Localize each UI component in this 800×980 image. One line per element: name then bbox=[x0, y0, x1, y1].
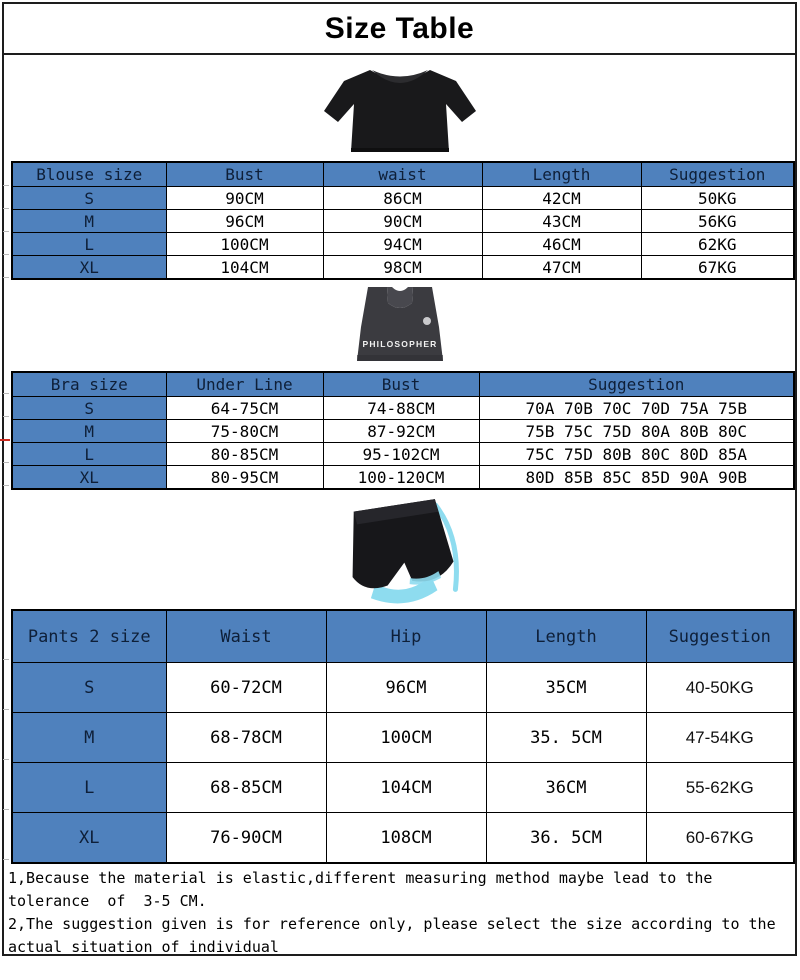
value-cell: 42CM bbox=[482, 187, 641, 210]
value-cell: 96CM bbox=[326, 663, 486, 713]
value-cell: 35CM bbox=[486, 663, 646, 713]
note-line: tolerance of 3-5 CM. bbox=[8, 892, 207, 910]
column-header: Under Line bbox=[166, 372, 323, 397]
table-row bbox=[12, 420, 794, 443]
column-header: Pants 2 size bbox=[12, 610, 166, 663]
column-header: Waist bbox=[166, 610, 326, 663]
value-cell: 75B 75C 75D 80A 80B 80C bbox=[479, 420, 794, 443]
column-header: Hip bbox=[326, 610, 486, 663]
value-cell: 60-67KG bbox=[646, 813, 794, 864]
bra-size-table bbox=[11, 371, 795, 490]
size-cell: S bbox=[12, 663, 166, 713]
value-cell: 35. 5CM bbox=[486, 713, 646, 763]
value-cell: 104CM bbox=[166, 256, 323, 280]
bra-image-band bbox=[4, 280, 795, 371]
column-header: Bust bbox=[166, 162, 323, 187]
sports-bra-image bbox=[330, 283, 470, 369]
size-cell: L bbox=[12, 763, 166, 813]
value-cell: 67KG bbox=[641, 256, 794, 280]
page-title: Size Table bbox=[324, 11, 475, 45]
size-cell: M bbox=[12, 713, 166, 763]
table-row bbox=[12, 397, 794, 420]
table-row bbox=[12, 466, 794, 490]
value-cell: 46CM bbox=[482, 233, 641, 256]
crop-tshirt-image bbox=[304, 58, 496, 158]
table-row bbox=[12, 813, 794, 864]
table-header-row bbox=[12, 610, 794, 663]
note-line: 1,Because the material is elastic,different measuring method maybe lead to the bbox=[8, 869, 713, 887]
value-cell: 80-85CM bbox=[166, 443, 323, 466]
value-cell: 60-72CM bbox=[166, 663, 326, 713]
blouse-image-band bbox=[4, 55, 795, 161]
table-row bbox=[12, 663, 794, 713]
footnotes bbox=[4, 864, 795, 959]
size-cell: M bbox=[12, 210, 166, 233]
value-cell: 55-62KG bbox=[646, 763, 794, 813]
value-cell: 47-54KG bbox=[646, 713, 794, 763]
value-cell: 62KG bbox=[641, 233, 794, 256]
value-cell: 70A 70B 70C 70D 75A 75B bbox=[479, 397, 794, 420]
column-header: Length bbox=[482, 162, 641, 187]
column-header: Bust bbox=[323, 372, 479, 397]
size-cell: M bbox=[12, 420, 166, 443]
value-cell: 86CM bbox=[323, 187, 482, 210]
table-row bbox=[12, 443, 794, 466]
table-header-row bbox=[12, 372, 794, 397]
column-header: Bra size bbox=[12, 372, 166, 397]
size-cell: L bbox=[12, 233, 166, 256]
value-cell: 56KG bbox=[641, 210, 794, 233]
bra-brand-text: PHILOSOPHER bbox=[361, 338, 438, 349]
title-band bbox=[4, 4, 795, 55]
value-cell: 100-120CM bbox=[323, 466, 479, 490]
size-chart-sheet bbox=[2, 2, 797, 956]
table-row bbox=[12, 763, 794, 813]
blouse-size-table bbox=[11, 161, 795, 280]
size-cell: L bbox=[12, 443, 166, 466]
size-cell: XL bbox=[12, 256, 166, 280]
column-header: Suggestion bbox=[479, 372, 794, 397]
value-cell: 74-88CM bbox=[323, 397, 479, 420]
table-row bbox=[12, 256, 794, 280]
value-cell: 76-90CM bbox=[166, 813, 326, 864]
value-cell: 104CM bbox=[326, 763, 486, 813]
column-header: Length bbox=[486, 610, 646, 663]
value-cell: 100CM bbox=[166, 233, 323, 256]
pants-image-band bbox=[4, 490, 795, 609]
value-cell: 98CM bbox=[323, 256, 482, 280]
pants-size-table bbox=[11, 609, 795, 864]
value-cell: 94CM bbox=[323, 233, 482, 256]
size-cell: XL bbox=[12, 466, 166, 490]
table-row bbox=[12, 713, 794, 763]
value-cell: 87-92CM bbox=[323, 420, 479, 443]
size-cell: XL bbox=[12, 813, 166, 864]
value-cell: 96CM bbox=[166, 210, 323, 233]
table-row bbox=[12, 233, 794, 256]
value-cell: 100CM bbox=[326, 713, 486, 763]
shorts-image bbox=[312, 493, 488, 607]
table-header-row bbox=[12, 162, 794, 187]
value-cell: 47CM bbox=[482, 256, 641, 280]
value-cell: 75-80CM bbox=[166, 420, 323, 443]
value-cell: 40-50KG bbox=[646, 663, 794, 713]
value-cell: 64-75CM bbox=[166, 397, 323, 420]
table-row bbox=[12, 187, 794, 210]
table-row bbox=[12, 210, 794, 233]
value-cell: 90CM bbox=[323, 210, 482, 233]
value-cell: 90CM bbox=[166, 187, 323, 210]
note-line: actual situation of individual bbox=[8, 938, 279, 956]
value-cell: 36. 5CM bbox=[486, 813, 646, 864]
value-cell: 75C 75D 80B 80C 80D 85A bbox=[479, 443, 794, 466]
red-gridline-mark bbox=[0, 439, 10, 441]
value-cell: 68-78CM bbox=[166, 713, 326, 763]
value-cell: 108CM bbox=[326, 813, 486, 864]
size-cell: S bbox=[12, 187, 166, 210]
size-cell: S bbox=[12, 397, 166, 420]
value-cell: 43CM bbox=[482, 210, 641, 233]
column-header: Suggestion bbox=[641, 162, 794, 187]
value-cell: 80-95CM bbox=[166, 466, 323, 490]
column-header: Blouse size bbox=[12, 162, 166, 187]
value-cell: 95-102CM bbox=[323, 443, 479, 466]
note-line: 2,The suggestion given is for reference only, please select the size according to the bbox=[8, 915, 776, 933]
column-header: waist bbox=[323, 162, 482, 187]
value-cell: 36CM bbox=[486, 763, 646, 813]
value-cell: 68-85CM bbox=[166, 763, 326, 813]
value-cell: 80D 85B 85C 85D 90A 90B bbox=[479, 466, 794, 490]
column-header: Suggestion bbox=[646, 610, 794, 663]
value-cell: 50KG bbox=[641, 187, 794, 210]
